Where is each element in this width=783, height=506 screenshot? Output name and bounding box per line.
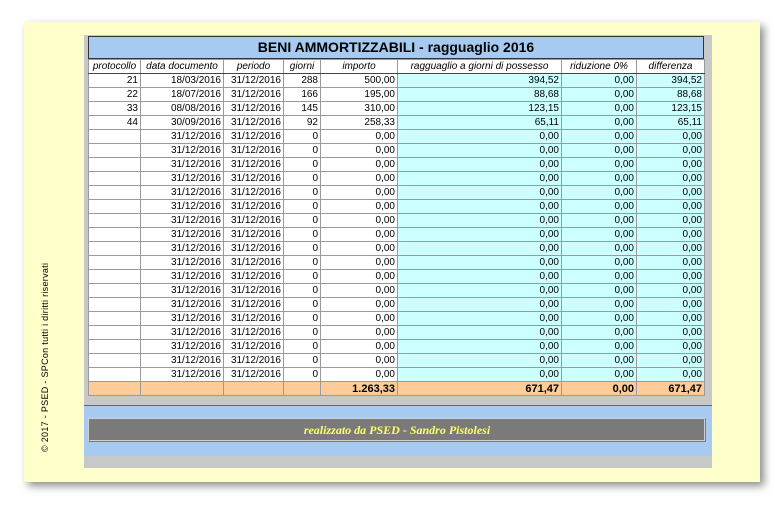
table-cell[interactable]: 0,00 (321, 214, 398, 228)
table-cell[interactable]: 31/12/2016 (224, 354, 284, 368)
table-cell[interactable]: 08/08/2016 (141, 102, 224, 116)
table-cell[interactable]: 0,00 (637, 326, 705, 340)
table-cell[interactable] (89, 186, 141, 200)
report-title: BENI AMMORTIZZABILI - ragguaglio 2016 (88, 36, 704, 59)
table-cell[interactable]: 31/12/2016 (141, 340, 224, 354)
table-cell[interactable]: 0,00 (562, 242, 637, 256)
table-cell[interactable] (89, 298, 141, 312)
table-cell[interactable]: 0,00 (562, 200, 637, 214)
table-cell[interactable]: 31/12/2016 (224, 116, 284, 130)
table-cell[interactable]: 0,00 (321, 130, 398, 144)
table-row (89, 242, 705, 256)
table-cell[interactable]: 31/12/2016 (224, 298, 284, 312)
total-cell[interactable]: 671,47 (398, 382, 562, 396)
table-cell[interactable]: 0,00 (398, 326, 562, 340)
col-periodo: periodo (224, 60, 284, 74)
table-row (89, 312, 705, 326)
table-cell[interactable]: 31/12/2016 (224, 172, 284, 186)
header-row (89, 60, 705, 74)
table-cell[interactable]: 0,00 (562, 354, 637, 368)
table-cell[interactable] (89, 326, 141, 340)
table-cell[interactable] (89, 368, 141, 382)
table-cell[interactable]: 65,11 (398, 116, 562, 130)
table-cell[interactable]: 0,00 (321, 368, 398, 382)
table-cell[interactable]: 0 (284, 242, 321, 256)
total-cell[interactable]: 671,47 (637, 382, 705, 396)
table-cell[interactable]: 0,00 (321, 200, 398, 214)
table-cell[interactable]: 0 (284, 284, 321, 298)
table-cell[interactable]: 0,00 (637, 284, 705, 298)
table-cell[interactable]: 0 (284, 256, 321, 270)
col-giorni: giorni (284, 60, 321, 74)
table-row (89, 228, 705, 242)
table-row (89, 340, 705, 354)
table-cell[interactable]: 0,00 (637, 298, 705, 312)
table-row (89, 284, 705, 298)
table-cell[interactable]: 0,00 (398, 368, 562, 382)
table-cell[interactable]: 0,00 (562, 144, 637, 158)
table-cell[interactable]: 0 (284, 214, 321, 228)
table-cell[interactable]: 31/12/2016 (224, 340, 284, 354)
table-cell[interactable]: 31/12/2016 (224, 214, 284, 228)
table-cell[interactable]: 0,00 (398, 214, 562, 228)
table-cell[interactable]: 0,00 (562, 284, 637, 298)
table-cell[interactable]: 0,00 (637, 340, 705, 354)
table-cell[interactable]: 31/12/2016 (141, 130, 224, 144)
table-cell[interactable]: 0,00 (562, 158, 637, 172)
table-cell[interactable]: 31/12/2016 (141, 326, 224, 340)
table-cell[interactable]: 0,00 (398, 354, 562, 368)
table-row (89, 88, 705, 102)
table-cell[interactable]: 0 (284, 130, 321, 144)
table-cell[interactable]: 0,00 (637, 158, 705, 172)
table-cell[interactable]: 0,00 (321, 326, 398, 340)
table-cell[interactable]: 394,52 (398, 74, 562, 88)
total-cell[interactable] (224, 382, 284, 396)
table-cell[interactable]: 0,00 (562, 116, 637, 130)
table-cell[interactable]: 0 (284, 326, 321, 340)
col-importo: importo (321, 60, 398, 74)
table-cell[interactable]: 44 (89, 116, 141, 130)
table-cell[interactable]: 0,00 (637, 354, 705, 368)
table-cell[interactable]: 195,00 (321, 88, 398, 102)
table-cell[interactable]: 31/12/2016 (224, 88, 284, 102)
table-cell[interactable]: 394,52 (637, 74, 705, 88)
table-cell[interactable]: 31/12/2016 (224, 200, 284, 214)
table-cell[interactable]: 31/12/2016 (141, 214, 224, 228)
table-cell[interactable]: 0,00 (398, 172, 562, 186)
table-cell[interactable]: 31/12/2016 (224, 158, 284, 172)
table-row (89, 158, 705, 172)
table-row (89, 102, 705, 116)
table-cell[interactable]: 31/12/2016 (224, 270, 284, 284)
table-cell[interactable]: 0,00 (321, 158, 398, 172)
table-cell[interactable]: 0,00 (398, 144, 562, 158)
table-cell[interactable]: 0,00 (321, 312, 398, 326)
table-cell[interactable]: 0,00 (637, 130, 705, 144)
table-cell[interactable]: 0,00 (398, 340, 562, 354)
table-cell[interactable]: 310,00 (321, 102, 398, 116)
table-row (89, 144, 705, 158)
table-row (89, 130, 705, 144)
table-cell[interactable]: 31/12/2016 (224, 102, 284, 116)
table-cell[interactable]: 88,68 (637, 88, 705, 102)
table-cell[interactable]: 0,00 (562, 74, 637, 88)
table-cell[interactable]: 0,00 (562, 102, 637, 116)
copyright-notice: © 2017 - PSED - SPCon tutti i diritti riservati (40, 262, 50, 452)
table-cell[interactable]: 0,00 (637, 172, 705, 186)
table-cell[interactable]: 0 (284, 158, 321, 172)
table-cell[interactable]: 31/12/2016 (141, 270, 224, 284)
table-cell[interactable]: 22 (89, 88, 141, 102)
table-cell[interactable]: 18/07/2016 (141, 88, 224, 102)
table-cell[interactable]: 0 (284, 228, 321, 242)
table-cell[interactable]: 31/12/2016 (224, 242, 284, 256)
table-cell[interactable]: 0,00 (321, 228, 398, 242)
table-row (89, 368, 705, 382)
table-cell[interactable]: 0,00 (398, 228, 562, 242)
table-cell[interactable]: 288 (284, 74, 321, 88)
table-cell[interactable]: 123,15 (637, 102, 705, 116)
table-row (89, 214, 705, 228)
table-cell[interactable]: 0,00 (398, 256, 562, 270)
table-row (89, 298, 705, 312)
table-cell[interactable] (89, 312, 141, 326)
table-cell[interactable]: 0,00 (637, 312, 705, 326)
table-cell[interactable]: 0,00 (398, 298, 562, 312)
table-cell[interactable]: 31/12/2016 (141, 172, 224, 186)
table-cell[interactable]: 0,00 (637, 228, 705, 242)
table-cell[interactable]: 0,00 (562, 186, 637, 200)
table-cell[interactable]: 0 (284, 186, 321, 200)
table-cell[interactable]: 0 (284, 368, 321, 382)
table-row (89, 116, 705, 130)
table-cell[interactable]: 0 (284, 200, 321, 214)
table-cell[interactable]: 0,00 (398, 200, 562, 214)
table-cell[interactable] (89, 200, 141, 214)
table-row (89, 186, 705, 200)
table-cell[interactable]: 0,00 (562, 270, 637, 284)
table-cell[interactable]: 0,00 (562, 256, 637, 270)
table-cell[interactable] (89, 340, 141, 354)
table-cell[interactable] (89, 256, 141, 270)
table-cell[interactable]: 21 (89, 74, 141, 88)
table-cell[interactable]: 31/12/2016 (141, 298, 224, 312)
table-cell[interactable]: 18/03/2016 (141, 74, 224, 88)
table-cell[interactable]: 0,00 (398, 312, 562, 326)
total-cell[interactable] (89, 382, 141, 396)
table-cell[interactable] (89, 158, 141, 172)
table-cell[interactable]: 31/12/2016 (224, 256, 284, 270)
table-cell[interactable]: 0,00 (321, 270, 398, 284)
table-cell[interactable]: 88,68 (398, 88, 562, 102)
table-cell[interactable]: 0,00 (562, 88, 637, 102)
table-cell[interactable]: 0 (284, 340, 321, 354)
table-row (89, 354, 705, 368)
table-cell[interactable]: 500,00 (321, 74, 398, 88)
table-cell[interactable]: 0,00 (637, 214, 705, 228)
table-row (89, 172, 705, 186)
table-cell[interactable]: 31/12/2016 (224, 368, 284, 382)
table-cell[interactable]: 0 (284, 172, 321, 186)
table-row (89, 326, 705, 340)
table-cell[interactable] (89, 242, 141, 256)
table-cell[interactable]: 0,00 (562, 368, 637, 382)
col-riduzione: riduzione 0% (562, 60, 637, 74)
table-cell[interactable]: 0,00 (562, 326, 637, 340)
table-cell[interactable]: 0,00 (321, 340, 398, 354)
assets-table (88, 59, 705, 396)
table-cell[interactable]: 31/12/2016 (141, 354, 224, 368)
table-cell[interactable]: 0,00 (321, 284, 398, 298)
table-cell[interactable]: 33 (89, 102, 141, 116)
table-cell[interactable] (89, 228, 141, 242)
table-cell[interactable]: 0,00 (637, 256, 705, 270)
table-cell[interactable]: 0 (284, 298, 321, 312)
table-cell[interactable]: 31/12/2016 (141, 158, 224, 172)
table-cell[interactable]: 31/12/2016 (224, 284, 284, 298)
table-cell[interactable]: 92 (284, 116, 321, 130)
table-cell[interactable]: 31/12/2016 (141, 228, 224, 242)
table-cell[interactable]: 145 (284, 102, 321, 116)
table-cell[interactable]: 31/12/2016 (224, 74, 284, 88)
table-cell[interactable]: 0,00 (562, 214, 637, 228)
table-cell[interactable]: 31/12/2016 (224, 186, 284, 200)
table-cell[interactable]: 0,00 (321, 298, 398, 312)
table-cell[interactable] (89, 270, 141, 284)
table-cell[interactable]: 0 (284, 144, 321, 158)
table-cell[interactable]: 0,00 (562, 228, 637, 242)
table-cell[interactable]: 166 (284, 88, 321, 102)
table-cell[interactable]: 0,00 (321, 144, 398, 158)
table-cell[interactable]: 0,00 (398, 284, 562, 298)
table-cell[interactable]: 0,00 (398, 186, 562, 200)
author-credit: realizzato da PSED - Sandro Pistolesi (88, 418, 706, 442)
table-row (89, 74, 705, 88)
table-cell[interactable]: 0,00 (562, 130, 637, 144)
table-cell[interactable]: 31/12/2016 (141, 368, 224, 382)
table-cell[interactable]: 31/12/2016 (141, 256, 224, 270)
table-row (89, 270, 705, 284)
table-cell[interactable] (89, 284, 141, 298)
table-row (89, 200, 705, 214)
table-cell[interactable]: 0 (284, 312, 321, 326)
table-cell[interactable]: 31/12/2016 (224, 144, 284, 158)
table-cell[interactable]: 0 (284, 270, 321, 284)
table-cell[interactable]: 31/12/2016 (141, 186, 224, 200)
table-cell[interactable]: 0,00 (321, 256, 398, 270)
table-cell[interactable] (89, 214, 141, 228)
table-cell[interactable] (89, 354, 141, 368)
table-cell[interactable]: 31/12/2016 (224, 326, 284, 340)
table-cell[interactable]: 0,00 (321, 172, 398, 186)
table-cell[interactable] (89, 172, 141, 186)
col-ragguaglio: ragguaglio a giorni di possesso (398, 60, 562, 74)
table-cell[interactable]: 31/12/2016 (141, 144, 224, 158)
table-cell[interactable]: 123,15 (398, 102, 562, 116)
table-cell[interactable] (89, 130, 141, 144)
table-cell[interactable]: 0,00 (637, 144, 705, 158)
table-cell[interactable] (89, 144, 141, 158)
table-cell[interactable]: 0 (284, 354, 321, 368)
totals-row (89, 382, 705, 396)
table-cell[interactable]: 0,00 (637, 270, 705, 284)
table-cell[interactable]: 0,00 (398, 242, 562, 256)
table-cell[interactable]: 31/12/2016 (224, 228, 284, 242)
col-data-documento: data documento (141, 60, 224, 74)
table-cell[interactable]: 0,00 (321, 186, 398, 200)
table-cell[interactable]: 0,00 (562, 340, 637, 354)
table-cell[interactable]: 31/12/2016 (224, 130, 284, 144)
table-cell[interactable]: 0,00 (637, 200, 705, 214)
table-cell[interactable]: 0,00 (321, 354, 398, 368)
table-cell[interactable]: 0,00 (321, 242, 398, 256)
table-cell[interactable]: 0,00 (398, 130, 562, 144)
table-cell[interactable]: 0,00 (562, 298, 637, 312)
col-differenza: differenza (637, 60, 705, 74)
table-cell[interactable]: 0,00 (398, 158, 562, 172)
table-cell[interactable]: 31/12/2016 (141, 200, 224, 214)
table-cell[interactable]: 30/09/2016 (141, 116, 224, 130)
table-cell[interactable]: 0,00 (562, 172, 637, 186)
table-cell[interactable]: 31/12/2016 (141, 284, 224, 298)
total-cell[interactable]: 0,00 (562, 382, 637, 396)
table-cell[interactable]: 31/12/2016 (224, 312, 284, 326)
table-cell[interactable]: 0,00 (637, 186, 705, 200)
table-cell[interactable]: 258,33 (321, 116, 398, 130)
table-cell[interactable]: 0,00 (398, 270, 562, 284)
table-cell[interactable]: 0,00 (637, 368, 705, 382)
table-cell[interactable]: 31/12/2016 (141, 312, 224, 326)
total-cell[interactable] (141, 382, 224, 396)
table-cell[interactable]: 31/12/2016 (141, 242, 224, 256)
table-cell[interactable]: 0,00 (637, 242, 705, 256)
table-cell[interactable]: 65,11 (637, 116, 705, 130)
table-row (89, 256, 705, 270)
col-protocollo: protocollo (89, 60, 141, 74)
total-cell[interactable]: 1.263,33 (321, 382, 398, 396)
total-cell[interactable] (284, 382, 321, 396)
table-cell[interactable]: 0,00 (562, 312, 637, 326)
